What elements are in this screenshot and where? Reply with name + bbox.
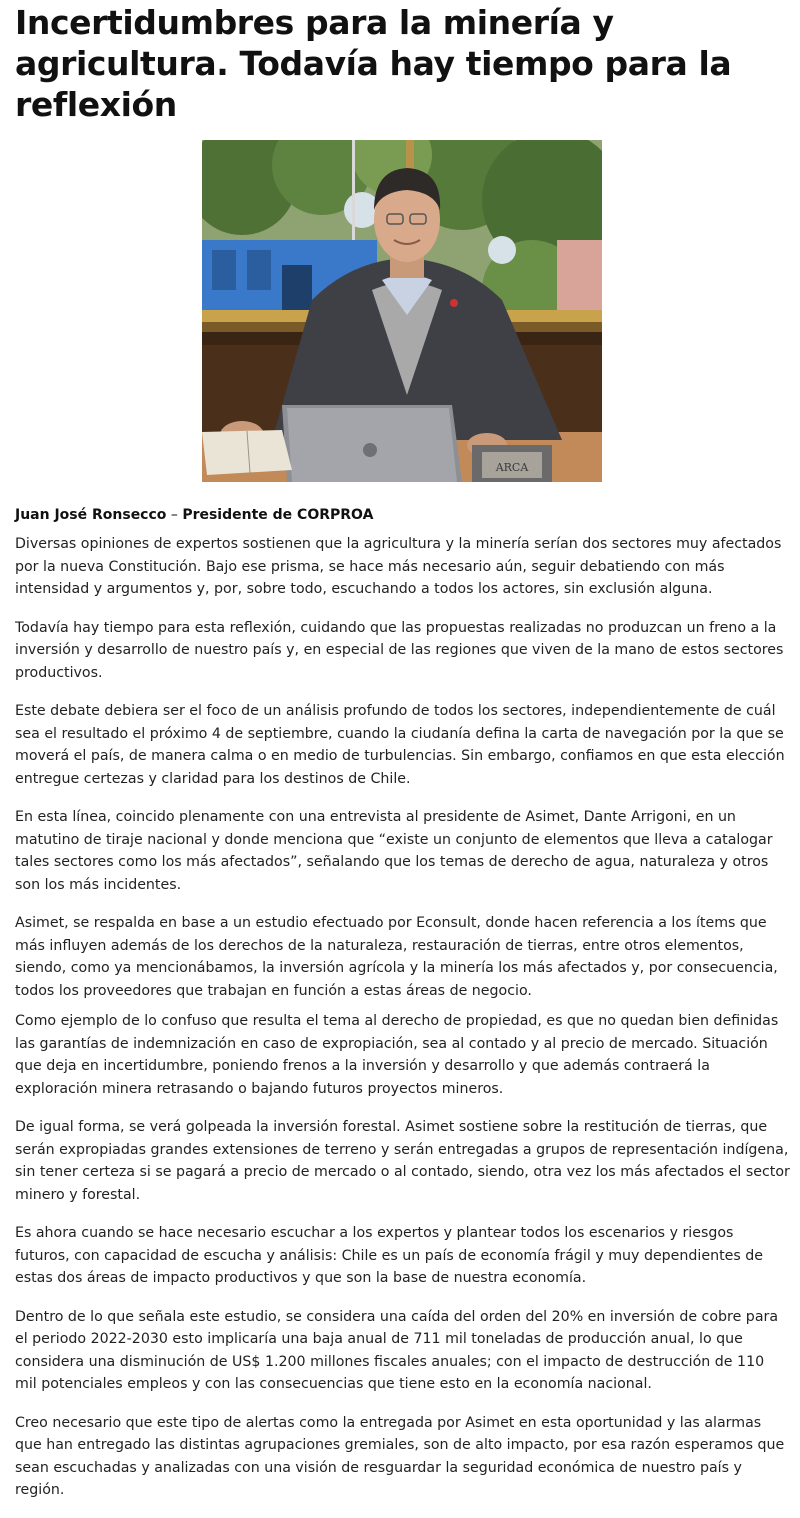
paragraph: Como ejemplo de lo confuso que resulta el tema al derecho de propiedad, es que no quedan bien definidas las garantías de indemnización en caso de expropiación, sea al contado y al precio de mercado. Situación que deja en incertidumbre, poniendo frenos a la inversión y desarrollo y que además contraerá la exploración minera retrasando o bajando futuros proyectos mineros.	[15, 1013, 779, 1097]
byline-separator: –	[170, 507, 178, 523]
author-photo	[202, 140, 602, 482]
paragraph: De igual forma, se verá golpeada la inversión forestal. Asimet sostiene sobre la restitución de tierras, que serán expropiadas grandes extensiones de terreno y serán entregadas a grupos de representación indígena, sin tener certeza si se pagará a precio de mercado o al contado, siendo, otra vez los más afectados el sector minero y forestal.	[15, 1119, 790, 1203]
paragraph: Todavía hay tiempo para esta reflexión, cuidando que las propuestas realizadas no produzcan un freno a la inversión y desarrollo de nuestro país y, en especial de las regiones que viven de la mano de estos sectores productivos.	[15, 619, 784, 681]
article-title: Incertidumbres para la minería y agricultura. Todavía hay tiempo para la reflexión	[15, 3, 732, 124]
author-role: Presidente de CORPROA	[182, 507, 374, 523]
paragraph: Dentro de lo que señala este estudio, se considera una caída del orden del 20% en inversión de cobre para el periodo 2022-2030 esto implicaría una baja anual de 711 mil toneladas de producción anual, lo que considera una disminución de US$ 1.200 millones fiscales anuales; con el impacto de destrucción de 110 mil potenciales empleos y con las consecuencias que tiene esto en la economía nacional.	[15, 1308, 779, 1392]
paragraph: Asimet, se respalda en base a un estudio efectuado por Econsult, donde hacen referencia a los ítems que más influyen además de los derechos de la naturaleza, restauración de tierras, entre otros elementos, siendo, como ya mencionábamos, la inversión agrícola y la minería los más afectados y, por consecuencia, todos los proveedores que trabajan en función a estas áreas de negocio.	[15, 915, 778, 999]
paragraph: Este debate debiera ser el foco de un análisis profundo de todos los sectores, independientemente de cuál sea el resultado el próximo 4 de septiembre, cuando la ciudanía defina la carta de navegación por la que se moverá el país, de manera calma o en medio de turbulencias. Sin embargo, confiamos en que esta elección entregue certezas y claridad para los destinos de Chile.	[15, 703, 785, 787]
paragraph: Creo necesario que este tipo de alertas como la entregada por Asimet en esta oportunidad y las alarmas que han entregado las distintas agrupaciones gremiales, son de alto impacto, por esa razón esperamos que sean escuchadas y analizadas con una visión de resguardar la seguridad económica de nuestro país y región.	[15, 1414, 785, 1498]
paragraph: Es ahora cuando se hace necesario escuchar a los expertos y plantear todos los escenarios y riesgos futuros, con capacidad de escucha y análisis: Chile es un país de economía frágil y muy dependientes de estas dos áreas de impacto productivos y que son la base de nuestra economía.	[15, 1225, 764, 1286]
paragraph: En esta línea, coincido plenamente con una entrevista al presidente de Asimet, Dante Arrigoni, en un matutino de tiraje nacional y donde menciona que “existe un conjunto de elementos que lleva a catalogar tales sectores como los más afectados”, señalando que los temas de derecho de agua, naturaleza y otros son los más incidentes.	[15, 809, 773, 893]
article-body	[15, 533, 790, 1518]
author-name: Juan José Ronsecco	[15, 507, 167, 523]
author-photo-illustration	[202, 140, 602, 482]
paragraph: Diversas opiniones de expertos sostienen que la agricultura y la minería serían dos sectores muy afectados por la nueva Constitución. Bajo ese prisma, se hace más necesario aún, seguir debatiendo con más intensidad y argumentos y, por, sobre todo, escuchando a todos los actores, sin exclusión alguna.	[15, 536, 782, 597]
nameplate-text: ARCA	[495, 461, 529, 474]
byline	[15, 505, 373, 525]
